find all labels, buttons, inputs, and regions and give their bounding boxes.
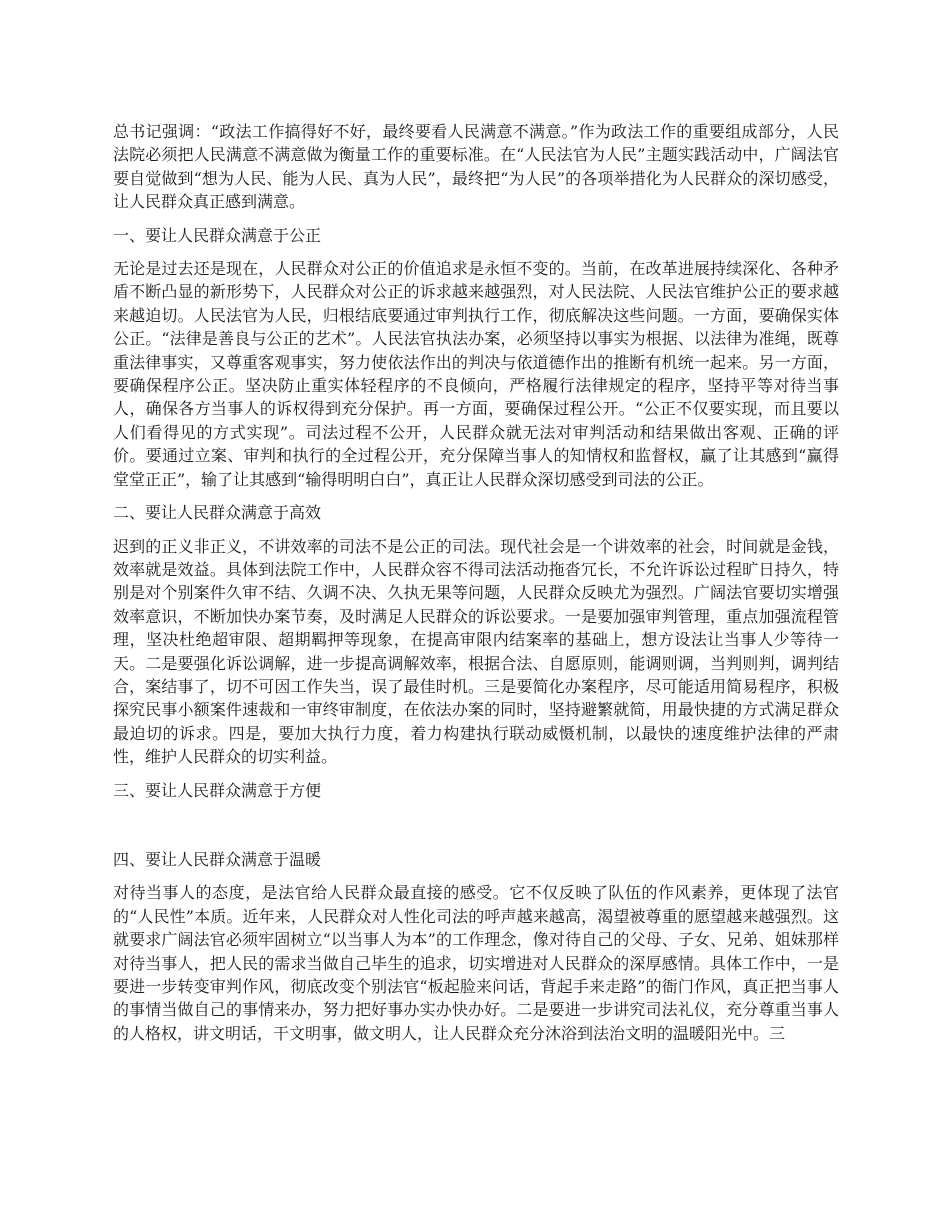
section-3-empty-space xyxy=(113,812,839,848)
document-page xyxy=(113,120,839,1055)
section-2-heading: 二、要让人民群众满意于高效 xyxy=(113,503,322,523)
section-4-heading: 四、要让人民群众满意于温暖 xyxy=(113,849,322,869)
section-1-heading: 一、要让人民群众满意于公正 xyxy=(113,225,322,245)
intro-paragraph: 总书记强调：“政法工作搞得好不好，最终要看人民满意不满意。”作为政法工作的重要组成部分，人民法院必须把人民满意不满意做为衡量工作的重要标准。在“人民法官为人民”主题实践活动中，广阔法官要自觉做到“想为人民、能为人民、真为人民”，最终把“为人民”的各项举措化为人民群众的深切感受，让人民群众真正感到满意。 xyxy=(113,122,839,212)
section-4-body: 对待当事人的态度，是法官给人民群众最直接的感受。它不仅反映了队伍的作风素养，更体现了法官的“人民性”本质。近年来，人民群众对人性化司法的呼声越来越高，渴望被尊重的愿望越来越强烈。这就要求广阔法官必须牢固树立“以当事人为本”的工作理念，像对待自己的父母、子女、兄弟、姐妹那样对待当事人，把人民的需求当做自己毕生的追求，切实增进对人民群众的深厚感情。具体工作中，一是要进一步转变审判作风，彻底改变个别法官“板起脸来问话，背起手来走路”的衙门作风，真正把当事人的事情当做自己的事情来办，努力把好事办实办快办好。二是要进一步讲究司法礼仪，充分尊重当事人的人格权，讲文明话，干文明事，做文明人，让人民群众充分沐浴到法治文明的温暖阳光中。三 xyxy=(113,883,839,1043)
section-2-body: 迟到的正义非正义，不讲效率的司法不是公正的司法。现代社会是一个讲效率的社会，时间就是金钱，效率就是效益。具体到法院工作中，人民群众容不得司法活动拖沓冗长，不允许诉讼过程旷日持久，特别是对个别案件久审不结、久调不决、久执无果等问题，人民群众反映尤为强烈。广阔法官要切实增强效率意识，不断加快办案节奏，及时满足人民群众的诉讼要求。一是要加强审判管理，重点加强流程管理，坚决杜绝超审限、超期羁押等现象，在提高审限内结案率的基础上，想方设法让当事人少等待一天。二是要强化诉讼调解，进一步提高调解效率，根据合法、自愿原则，能调则调，当判则判，调判结合，案结事了，切不可因工作失当，误了最佳时机。三是要简化办案程序，尽可能适用简易程序，积极探究民事小额案件速裁和一审终审制度，在依法办案的同时，坚持避繁就简，用最快捷的方式满足群众最迫切的诉求。四是，要加大执行力度，着力构建执行联动威慑机制，以最快的速度维护法律的严肃性，维护人民群众的切实利益。 xyxy=(113,536,839,767)
section-3-heading: 三、要让人民群众满意于方便 xyxy=(113,780,322,800)
section-1-body: 无论是过去还是现在，人民群众对公正的价值追求是永恒不变的。当前，在改革进展持续深化、各种矛盾不断凸显的新形势下，人民群众对公正的诉求越来越强烈，对人民法院、人民法官维护公正的要求越来越迫切。人民法官为人民，归根结底要通过审判执行工作，彻底解决这些问题。一方面，要确保实体公正。“法律是善良与公正的艺术”。人民法官执法办案，必须坚持以事实为根据、以法律为准绳，既尊重法律事实，又尊重客观事实，努力使依法作出的判决与依道德作出的推断有机统一起来。另一方面，要确保程序公正。坚决防止重实体轻程序的不良倾向，严格履行法律规定的程序，坚持平等对待当事人，确保各方当事人的诉权得到充分保护。再一方面，要确保过程公开。“公正不仅要实现，而且要以人们看得见的方式实现”。司法过程不公开，人民群众就无法对审判活动和结果做出客观、正确的评价。要通过立案、审判和执行的全过程公开，充分保障当事人的知情权和监督权，赢了让其感到“赢得堂堂正正”，输了让其感到“输得明明白白”，真正让人民群众深切感受到司法的公正。 xyxy=(113,259,839,489)
